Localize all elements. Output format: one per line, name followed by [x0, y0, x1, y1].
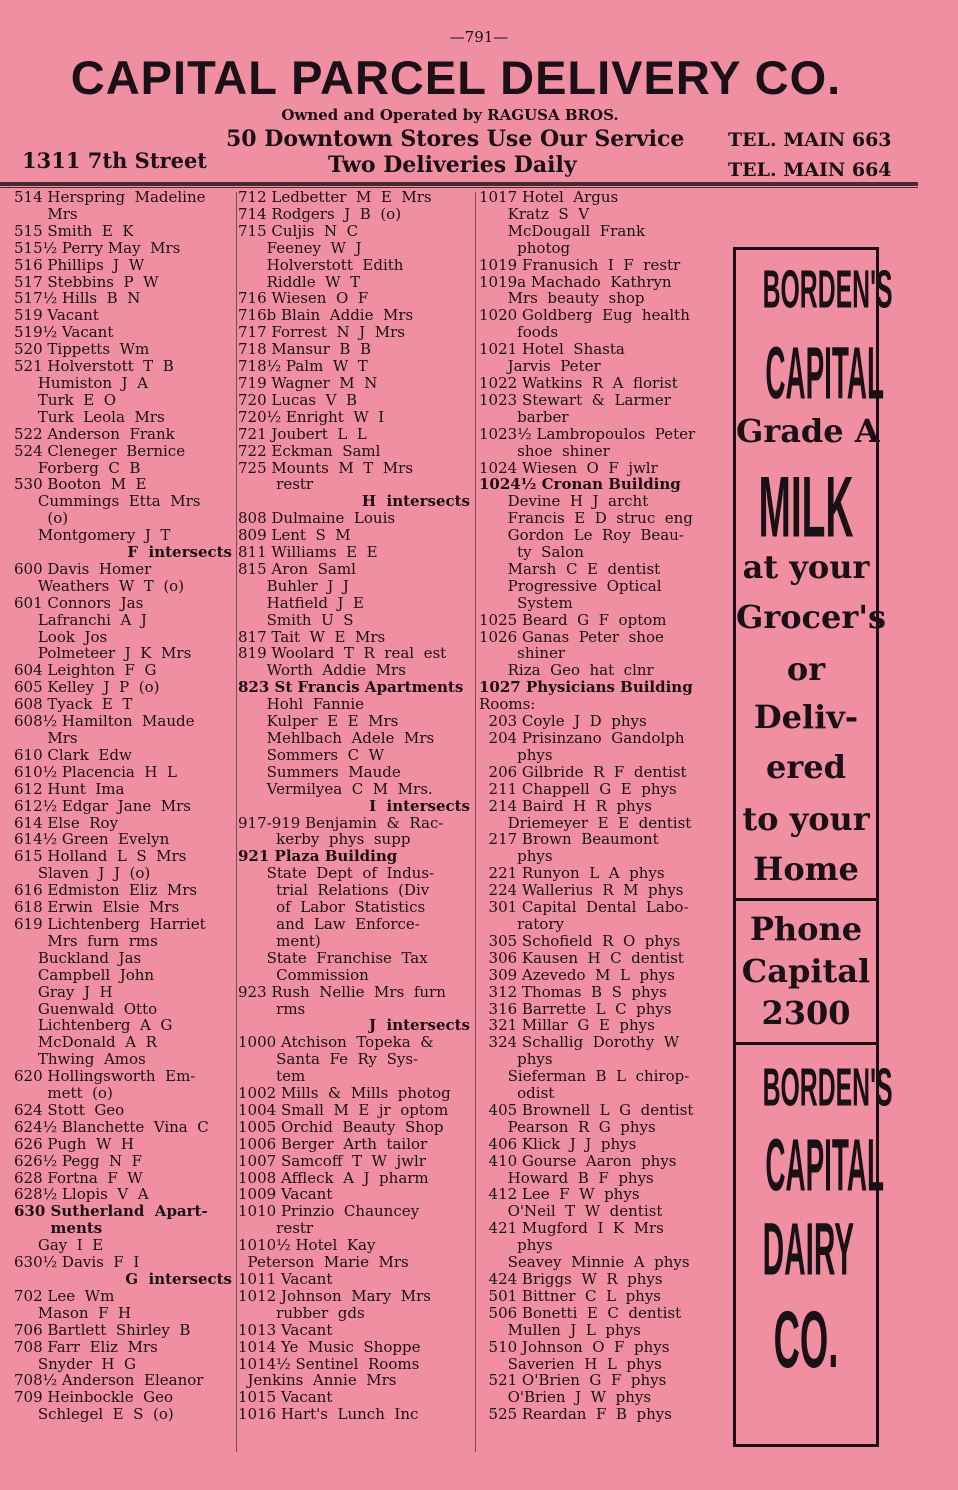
directory-entry: 618 Erwin Elsie Mrs — [14, 898, 180, 917]
directory-entry: 709 Heinbockle Geo — [14, 1388, 174, 1407]
directory-entry: 501 Bittner C L phys — [479, 1286, 661, 1305]
directory-entry: 525 Reardan F B phys — [479, 1405, 672, 1424]
directory-entry: mett (o) — [14, 1084, 113, 1103]
directory-entry: 421 Mugford I K Mrs — [479, 1219, 664, 1238]
directory-entry: Riddle W T — [238, 272, 361, 291]
directory-entry: 524 Cleneger Bernice — [14, 441, 186, 460]
slogan-line-1: 50 Downtown Stores Use Our Service — [226, 126, 685, 152]
directory-entry: 725 Mounts M T Mrs — [238, 458, 414, 477]
directory-entry: 708 Farr Eliz Mrs — [14, 1337, 158, 1356]
directory-entry: Thwing Amos — [14, 1050, 146, 1069]
directory-entry: 608 Tyack E T — [14, 695, 133, 714]
directory-entry: 515½ Perry May Mrs — [14, 238, 181, 257]
directory-entry: McDougall Frank — [479, 221, 646, 240]
directory-entry: of Labor Statistics — [238, 898, 426, 917]
ad-capital-exchange: Capital — [741, 952, 871, 990]
directory-entry: 1014½ Sentinel Rooms — [238, 1354, 420, 1373]
directory-entry: Look Jos — [14, 627, 108, 646]
directory-entry: ratory — [479, 914, 564, 933]
directory-entry: 514 Herspring Madeline — [14, 188, 206, 206]
directory-entry: 917-919 Benjamin & Rac- — [238, 813, 444, 832]
directory-entry: 811 Williams E E — [238, 543, 378, 562]
street-address: 1311 7th Street — [22, 148, 208, 173]
directory-entry: Gordon Le Roy Beau- — [479, 526, 684, 545]
directory-entry: 604 Leighton F G — [14, 661, 157, 680]
directory-entry: Mrs — [14, 729, 78, 747]
telephone-2: TEL. MAIN 664 — [728, 159, 892, 181]
directory-entry: Forberg C B — [14, 458, 141, 477]
directory-entry: 224 Wallerius R M phys — [479, 881, 684, 900]
directory-entry: 510 Johnson O F phys — [479, 1337, 670, 1356]
directory-entry: Peterson Marie Mrs — [238, 1253, 409, 1272]
ad-at-your: at your — [742, 548, 870, 586]
directory-entry: 923 Rush Nellie Mrs furn — [238, 982, 446, 1001]
ad-to-your: to your — [742, 800, 870, 838]
directory-entry: Vermilyea C M Mrs. — [238, 779, 433, 798]
directory-entry: Riza Geo hat clnr — [479, 661, 654, 680]
ad-grade-a: Grade A — [736, 412, 880, 450]
directory-entry: 1024½ Cronan Building — [479, 475, 681, 494]
directory-entry: phys — [479, 1236, 553, 1255]
directory-entry: phys — [479, 745, 553, 764]
slogan-line-2: Two Deliveries Daily — [328, 152, 577, 178]
directory-entry: 517 Stebbins P W — [14, 272, 159, 291]
directory-entry: 716 Wiesen O F — [238, 289, 369, 308]
directory-entry: 1021 Hotel Shasta — [479, 340, 625, 359]
directory-entry: 612 Hunt Ima — [14, 779, 125, 798]
directory-entry: 1020 Goldberg Eug health — [479, 306, 690, 325]
directory-entry: 809 Lent S M — [238, 526, 351, 545]
directory-entry: Jarvis Peter — [479, 357, 601, 376]
directory-entry: Seavey Minnie A phys — [479, 1253, 690, 1272]
directory-entry: 706 Bartlett Shirley B — [14, 1320, 191, 1339]
directory-entry: 720½ Enright W I — [238, 407, 385, 426]
directory-entry: 628 Fortna F W — [14, 1168, 143, 1187]
directory-entry: Weathers W T (o) — [14, 576, 185, 595]
directory-entry: Sieferman B L chirop- — [479, 1067, 690, 1086]
directory-entry: 610½ Placencia H L — [14, 762, 177, 781]
directory-entry: rms — [238, 999, 306, 1018]
directory-entry: Polmeteer J K Mrs — [14, 644, 192, 663]
directory-entry: 610 Clark Edw — [14, 745, 132, 764]
directory-entry: 1013 Vacant — [238, 1320, 333, 1339]
directory-entry: 1004 Small M E jr optom — [238, 1100, 449, 1119]
ad-ered: ered — [766, 748, 846, 786]
directory-entry: Humiston J A — [14, 373, 148, 392]
directory-entry: photog — [479, 238, 571, 257]
directory-entry: odist — [479, 1084, 555, 1103]
directory-entry: O'Neil T W dentist — [479, 1202, 663, 1221]
directory-entry: Slaven J J (o) — [14, 864, 151, 883]
directory-entry: 1022 Watkins R A florist — [479, 373, 678, 392]
directory-entry: phys — [479, 847, 553, 866]
directory-entry: 520 Tippetts Wm — [14, 340, 150, 359]
directory-entry: 424 Briggs W R phys — [479, 1270, 663, 1288]
directory-entry: Mullen J L phys — [479, 1320, 641, 1339]
directory-entry: 1010 Prinzio Chauncey — [238, 1202, 420, 1221]
directory-entry: Jenkins Annie Mrs — [238, 1371, 397, 1390]
directory-entry: 203 Coyle J D phys — [479, 712, 647, 731]
directory-entry: Kratz S V — [479, 204, 590, 223]
directory-entry: 1016 Hart's Lunch Inc — [238, 1405, 419, 1424]
directory-entry: Montgomery J T — [14, 526, 171, 545]
directory-entry: 619 Lichtenberg Harriet — [14, 914, 206, 933]
directory-entry: 1009 Vacant — [238, 1185, 333, 1204]
directory-entry: restr — [238, 1219, 314, 1238]
directory-entry: 715 Culjis N C — [238, 221, 359, 240]
column-divider — [236, 192, 237, 1452]
directory-entry: 1007 Samcoff T W jwlr — [238, 1151, 426, 1170]
directory-entry: 301 Capital Dental Labo- — [479, 898, 689, 917]
directory-entry: 1019a Machado Kathryn — [479, 272, 672, 291]
directory-entry: ment) — [238, 931, 321, 950]
directory-entry: 324 Schallig Dorothy W — [479, 1033, 680, 1052]
directory-entry: Summers Maude — [238, 762, 401, 781]
intersection-heading: I intersects — [369, 796, 470, 815]
directory-entry: State Franchise Tax — [238, 948, 428, 967]
directory-entry: 808 Dulmaine Louis — [238, 509, 396, 528]
directory-entry: System — [479, 593, 573, 612]
page-number: —791— — [449, 28, 509, 46]
directory-entry: ments — [14, 1219, 103, 1238]
directory-entry: kerby phys supp — [238, 830, 411, 849]
column-divider — [475, 192, 476, 1452]
ad-dairy: DAIRY — [762, 1209, 855, 1292]
directory-entry: 204 Prisinzano Gandolph — [479, 729, 685, 747]
directory-entry: restr — [238, 475, 314, 494]
directory-entry: O'Brien J W phys — [479, 1388, 652, 1407]
directory-entry: 823 St Francis Apartments — [238, 678, 464, 697]
directory-entry: 410 Gourse Aaron phys — [479, 1151, 677, 1170]
directory-entry: 1019 Franusich I F restr — [479, 255, 681, 274]
directory-entry: Rooms: — [479, 695, 536, 714]
directory-entry: 702 Lee Wm — [14, 1286, 115, 1305]
directory-entry: 624 Stott Geo — [14, 1100, 125, 1119]
intersection-heading: G intersects — [125, 1270, 232, 1288]
directory-column-1 — [14, 189, 232, 1423]
directory-column-3 — [479, 189, 729, 1423]
directory-entry: 819 Woolard T R real est — [238, 644, 447, 663]
directory-entry: Mrs beauty shop — [479, 289, 645, 308]
directory-entry: Worth Addie Mrs — [238, 661, 406, 680]
directory-entry: Mehlbach Adele Mrs — [238, 729, 435, 747]
ad-co: CO. — [773, 1295, 839, 1386]
directory-entry: Smith U S — [238, 610, 354, 629]
directory-entry: Turk Leola Mrs — [14, 407, 165, 426]
directory-entry: 626 Pugh W H — [14, 1134, 134, 1153]
directory-entry: 515 Smith E K — [14, 221, 134, 240]
directory-entry: 817 Tait W E Mrs — [238, 627, 386, 646]
intersection-heading: J intersects — [368, 1016, 470, 1035]
directory-entry: Hatfield J E — [238, 593, 364, 612]
directory-entry: Mrs furn rms — [14, 931, 158, 950]
directory-entry: Hohl Fannie — [238, 695, 365, 714]
directory-entry: 517½ Hills B N — [14, 289, 141, 308]
ad-brand-top: BORDEN'S — [762, 260, 893, 320]
ad-brand-bottom: BORDEN'S — [762, 1058, 893, 1118]
directory-entry: 624½ Blanchette Vina C — [14, 1117, 209, 1136]
directory-entry: Gray J H — [14, 982, 113, 1001]
directory-entry: 221 Runyon L A phys — [479, 864, 665, 883]
directory-entry: Santa Fe Ry Sys- — [238, 1050, 419, 1069]
directory-entry: 720 Lucas V B — [238, 390, 357, 409]
directory-entry: 1012 Johnson Mary Mrs — [238, 1286, 431, 1305]
directory-entry: 519½ Vacant — [14, 323, 114, 342]
directory-entry: Pearson R G phys — [479, 1117, 656, 1136]
directory-entry: 921 Plaza Building — [238, 847, 398, 866]
directory-entry: 708½ Anderson Eleanor — [14, 1371, 204, 1390]
telephone-1: TEL. MAIN 663 — [728, 129, 892, 151]
directory-entry: Progressive Optical — [479, 576, 662, 595]
directory-entry: 519 Vacant — [14, 306, 99, 325]
directory-entry: Cummings Etta Mrs — [14, 492, 201, 511]
directory-entry: phys — [479, 1050, 553, 1069]
directory-entry: 1010½ Hotel Kay — [238, 1236, 376, 1255]
directory-entry: 1014 Ye Music Shoppe — [238, 1337, 421, 1356]
directory-entry: 615 Holland L S Mrs — [14, 847, 187, 866]
ad-capital-top: CAPITAL — [765, 333, 884, 416]
directory-entry: 1006 Berger Arth tailor — [238, 1134, 428, 1153]
directory-entry: 306 Kausen H C dentist — [479, 948, 684, 967]
directory-entry: 1026 Ganas Peter shoe — [479, 627, 664, 646]
directory-entry: Sommers C W — [238, 745, 385, 764]
directory-entry: 217 Brown Beaumont — [479, 830, 659, 849]
directory-entry: 626½ Pegg N F — [14, 1151, 143, 1170]
directory-entry: 605 Kelley J P (o) — [14, 678, 160, 697]
directory-entry: 206 Gilbride R F dentist — [479, 762, 687, 781]
directory-entry: 1002 Mills & Mills photog — [238, 1084, 451, 1103]
intersection-heading: H intersects — [361, 492, 470, 511]
directory-entry: (o) — [14, 509, 69, 528]
directory-entry: 516 Phillips J W — [14, 255, 145, 274]
directory-entry: 316 Barrette L C phys — [479, 999, 672, 1018]
directory-entry: 630½ Davis F I — [14, 1253, 140, 1272]
ad-grocers: Grocer's — [736, 598, 887, 636]
directory-entry: 717 Forrest N J Mrs — [238, 323, 405, 342]
directory-entry: 312 Thomas B S phys — [479, 982, 667, 1001]
ad-divider — [736, 1042, 876, 1045]
directory-entry: Francis E D struc eng — [479, 509, 693, 528]
directory-entry: Holverstott Edith — [238, 255, 404, 274]
directory-entry: 305 Schofield R O phys — [479, 931, 681, 950]
directory-entry: Snyder H G — [14, 1354, 137, 1373]
directory-entry: 721 Joubert L L — [238, 424, 367, 443]
directory-entry: Feeney W J — [238, 238, 362, 257]
directory-entry: Turk E O — [14, 390, 117, 409]
directory-column-2 — [238, 189, 470, 1423]
ad-phone: Phone — [749, 910, 863, 948]
directory-entry: 630 Sutherland Apart- — [14, 1202, 208, 1221]
directory-entry: 1000 Atchison Topeka & — [238, 1033, 434, 1052]
directory-entry: 614 Else Roy — [14, 813, 119, 832]
directory-entry: tem — [238, 1067, 306, 1086]
directory-entry: trial Relations (Div — [238, 881, 430, 900]
directory-entry: 521 Holverstott T B — [14, 357, 174, 376]
directory-entry: Buckland Jas — [14, 948, 142, 967]
directory-entry: 214 Baird H R phys — [479, 796, 652, 815]
directory-entry: 522 Anderson Frank — [14, 424, 175, 443]
ad-or: or — [786, 650, 826, 688]
ad-milk: MILK — [758, 459, 854, 556]
directory-entry: 1011 Vacant — [238, 1270, 333, 1288]
directory-entry: 521 O'Brien G F phys — [479, 1371, 667, 1390]
owned-by-line: Owned and Operated by RAGUSA BROS. — [281, 106, 619, 124]
directory-entry: 506 Bonetti E C dentist — [479, 1303, 682, 1322]
directory-entry: 1005 Orchid Beauty Shop — [238, 1117, 444, 1136]
directory-entry: barber — [479, 407, 569, 426]
ad-capital-bottom: CAPITAL — [765, 1125, 884, 1208]
directory-entry: Lichtenberg A G — [14, 1016, 173, 1035]
directory-entry: 1017 Hotel Argus — [479, 188, 619, 206]
directory-entry: 406 Klick J J phys — [479, 1134, 637, 1153]
directory-entry: 309 Azevedo M L phys — [479, 965, 675, 984]
directory-entry: ty Salon — [479, 543, 584, 562]
directory-entry: 628½ Llopis V A — [14, 1185, 149, 1204]
directory-entry: 815 Aron Saml — [238, 559, 356, 578]
company-banner: CAPITAL PARCEL DELIVERY CO. — [70, 51, 842, 104]
directory-entry: Commission — [238, 965, 369, 984]
directory-entry: 1023½ Lambropoulos Peter — [479, 424, 696, 443]
directory-entry: 412 Lee F W phys — [479, 1185, 640, 1204]
directory-entry: Mrs — [14, 204, 78, 223]
ad-deliv: Deliv- — [753, 698, 859, 736]
directory-entry: 614½ Green Evelyn — [14, 830, 170, 849]
directory-entry: rubber gds — [238, 1303, 365, 1322]
directory-entry: 601 Connors Jas — [14, 593, 144, 612]
directory-entry: 714 Rodgers J B (o) — [238, 204, 402, 223]
directory-entry: 405 Brownell L G dentist — [479, 1100, 694, 1119]
directory-entry: 612½ Edgar Jane Mrs — [14, 796, 191, 815]
directory-entry: and Law Enforce- — [238, 914, 420, 933]
directory-entry: 616 Edmiston Eliz Mrs — [14, 881, 198, 900]
header-rule — [0, 182, 918, 186]
directory-entry: Kulper E E Mrs — [238, 712, 399, 731]
directory-entry: Buhler J J — [238, 576, 349, 595]
intersection-heading: F intersects — [127, 543, 232, 562]
ad-phone-number: 2300 — [761, 994, 851, 1032]
directory-entry: 722 Eckman Saml — [238, 441, 381, 460]
directory-entry: Driemeyer E E dentist — [479, 813, 692, 832]
directory-entry: 620 Hollingsworth Em- — [14, 1067, 196, 1086]
directory-entry: Devine H J archt — [479, 492, 649, 511]
ad-home: Home — [753, 850, 859, 888]
directory-entry: shiner — [479, 644, 566, 663]
directory-entry: Marsh C E dentist — [479, 559, 661, 578]
directory-entry: 1027 Physicians Building — [479, 678, 693, 697]
directory-entry: Saverien H L phys — [479, 1354, 662, 1373]
directory-entry: 608½ Hamilton Maude — [14, 712, 195, 731]
directory-entry: 321 Millar G E phys — [479, 1016, 655, 1035]
directory-entry: Gay I E — [14, 1236, 104, 1255]
directory-entry: Lafranchi A J — [14, 610, 147, 629]
bordens-advertisement — [733, 247, 893, 1447]
directory-entry: Campbell John — [14, 965, 155, 984]
directory-entry: 718½ Palm W T — [238, 357, 368, 376]
directory-entry: 1023 Stewart & Larmer — [479, 390, 671, 409]
ad-divider — [736, 898, 876, 901]
directory-entry: 719 Wagner M N — [238, 373, 378, 392]
directory-entry: 600 Davis Homer — [14, 559, 152, 578]
directory-entry: Howard B F phys — [479, 1168, 654, 1187]
directory-entry: 1008 Affleck A J pharm — [238, 1168, 429, 1187]
directory-entry: 1025 Beard G F optom — [479, 610, 667, 629]
directory-entry: State Dept of Indus- — [238, 864, 435, 883]
directory-entry: Schlegel E S (o) — [14, 1405, 174, 1424]
directory-entry: 1015 Vacant — [238, 1388, 333, 1407]
directory-entry: 1024 Wiesen O F jwlr — [479, 458, 658, 477]
directory-entry: 718 Mansur B B — [238, 340, 372, 359]
directory-entry: 530 Booton M E — [14, 475, 147, 494]
directory-entry: McDonald A R — [14, 1033, 157, 1052]
directory-entry: Guenwald Otto — [14, 999, 158, 1018]
directory-entry: 211 Chappell G E phys — [479, 779, 677, 798]
directory-entry: 712 Ledbetter M E Mrs — [238, 188, 432, 206]
directory-entry: 716b Blain Addie Mrs — [238, 306, 414, 325]
directory-entry: Mason F H — [14, 1303, 132, 1322]
directory-entry: shoe shiner — [479, 441, 610, 460]
directory-entry: foods — [479, 323, 559, 342]
